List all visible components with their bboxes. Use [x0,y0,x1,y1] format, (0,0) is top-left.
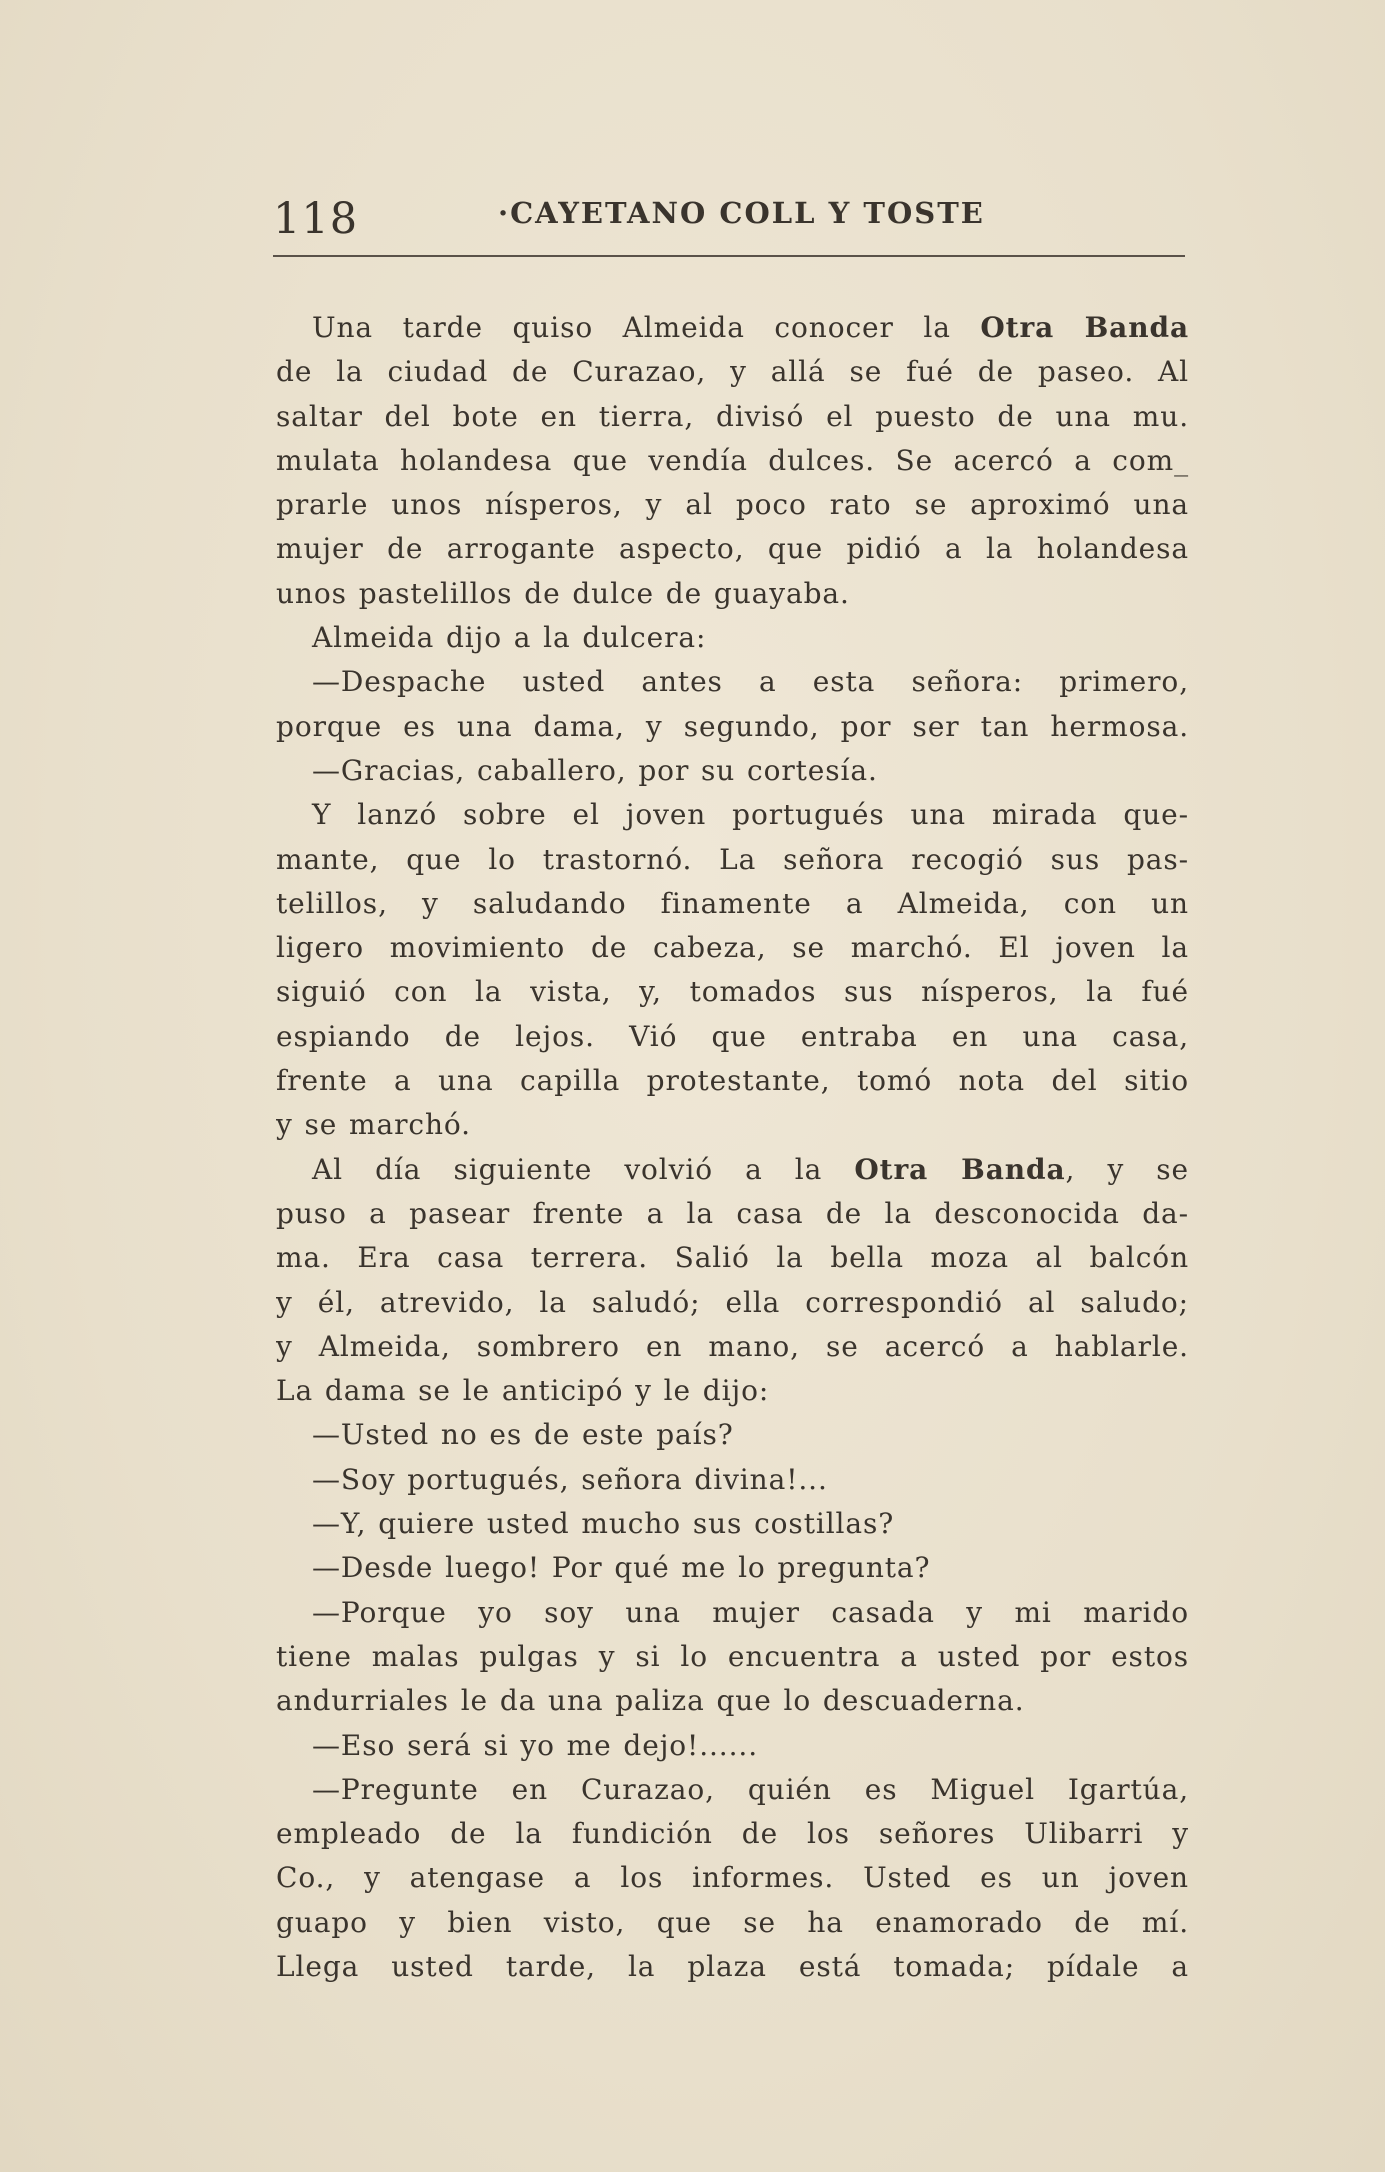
running-head: ·CAYETANO COLL Y TOSTE [498,196,985,230]
text-line: guapo y bien visto, que se ha enamorado de mí. [276,1905,1189,1939]
text-line: tiene malas pulgas y si lo encuentra a usted por estos [276,1639,1189,1673]
text-line: —Eso será si yo me dejo!...... [312,1728,758,1762]
text-line: mujer de arrogante aspecto, que pidió a la holandesa [276,532,1189,566]
header-rule [273,255,1185,257]
text-line: —Despache usted antes a esta señora: primero, [312,665,1189,699]
text-line: —Soy portugués, señora divina!... [312,1462,828,1496]
text-line: Almeida dijo a la dulcera: [312,621,707,655]
text-line: frente a una capilla protestante, tomó nota del sitio [276,1064,1189,1098]
text-line: mante, que lo trastornó. La señora recogió sus pas- [276,842,1189,876]
text-line: saltar del bote en tierra, divisó el puesto de una mu. [276,399,1189,433]
text-line: La dama se le anticipó y le dijo: [276,1374,770,1408]
text-line: Una tarde quiso Almeida conocer la Otra Banda [312,311,1189,344]
text-line: unos pastelillos de dulce de guayaba. [276,576,850,610]
text-line: empleado de la fundición de los señores Ulibarri y [276,1817,1189,1851]
text-line: mulata holandesa que vendía dulces. Se acercó a com_ [276,443,1189,477]
text-line: porque es una dama, y segundo, por ser tan hermosa. [276,709,1189,743]
text-line: Llega usted tarde, la plaza está tomada; pídale a [276,1949,1189,1983]
body-text [276,306,1189,1989]
text-line: —Pregunte en Curazao, quién es Miguel Igartúa, [312,1772,1189,1806]
text-line: —Y, quiere usted mucho sus costillas? [312,1507,895,1541]
text-line: Al día siguiente volvió a la Otra Banda, y se [312,1152,1189,1186]
text-line: y él, atrevido, la saludó; ella correspondió al saludo; [276,1285,1189,1319]
text-line: —Usted no es de este país? [312,1418,734,1452]
text-line: y se marchó. [276,1108,471,1142]
text-line: de la ciudad de Curazao, y allá se fué de paseo. Al [276,355,1189,389]
text-line: —Desde luego! Por qué me lo pregunta? [312,1551,931,1585]
text-line: prarle unos nísperos, y al poco rato se aproximó una [276,488,1189,522]
text-line: —Porque yo soy una mujer casada y mi marido [312,1595,1189,1629]
text-line: puso a pasear frente a la casa de la desconocida da- [276,1196,1189,1230]
text-line: y Almeida, sombrero en mano, se acercó a hablarle. [276,1329,1189,1363]
text-line: andurriales le da una paliza que lo descuaderna. [276,1684,1025,1718]
text-line: espiando de lejos. Vió que entraba en una casa, [276,1019,1189,1053]
text-line: telillos, y saludando finamente a Almeida, con un [276,886,1189,920]
page-number: 118 [273,194,359,244]
text-line: Y lanzó sobre el joven portugués una mirada que- [312,798,1189,832]
text-line: siguió con la vista, y, tomados sus nísperos, la fué [276,975,1189,1009]
text-line: —Gracias, caballero, por su cortesía. [312,753,878,787]
text-line: Co., y atengase a los informes. Usted es un joven [276,1861,1189,1895]
text-line: ma. Era casa terrera. Salió la bella moza al balcón [276,1241,1189,1275]
text-line: ligero movimiento de cabeza, se marchó. El joven la [276,931,1189,965]
page-header [273,190,1183,260]
